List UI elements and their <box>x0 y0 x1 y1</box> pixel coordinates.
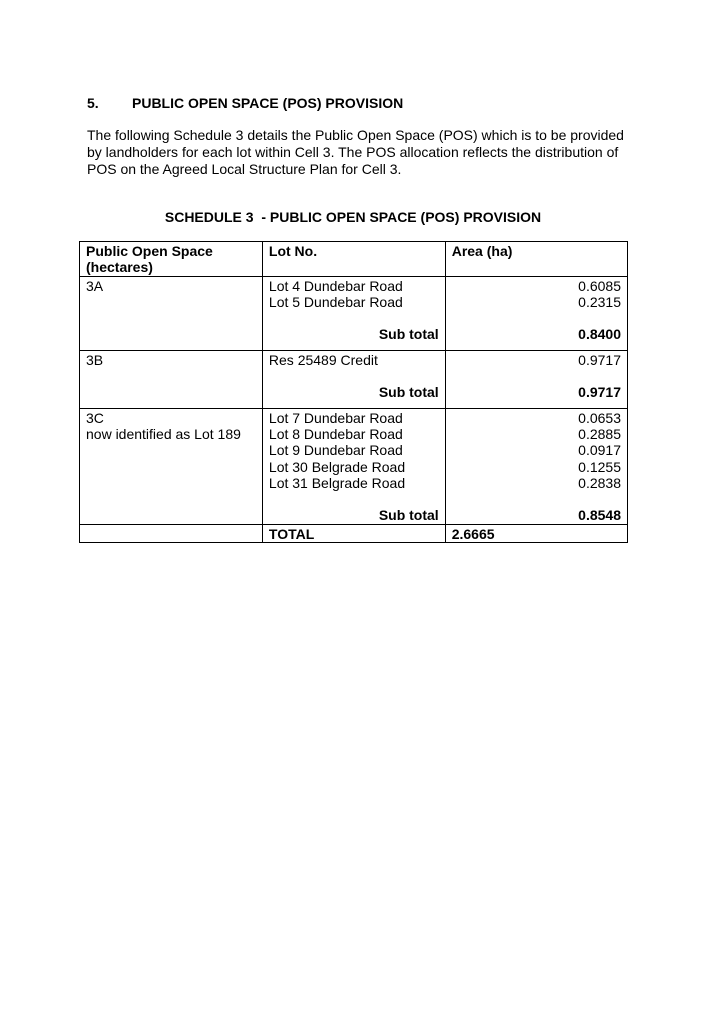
pos-id: 3B <box>86 351 104 368</box>
area-value: 0.0653 <box>578 409 621 426</box>
subtotal-label: Sub total <box>378 326 439 343</box>
total-row <box>80 524 628 542</box>
area-value: 0.2315 <box>578 293 621 310</box>
intro-line: POS on the Agreed Local Structure Plan for Cell 3. <box>87 161 402 177</box>
area-cell <box>445 276 627 350</box>
header-pos-line2: (hectares) <box>86 259 153 276</box>
header-pos <box>80 242 263 277</box>
section-number: 5. <box>87 95 99 111</box>
area-value: 0.0917 <box>578 442 621 459</box>
area-value: 0.2885 <box>578 425 621 442</box>
total-empty-cell <box>80 524 263 542</box>
schedule-title: SCHEDULE 3 - PUBLIC OPEN SPACE (POS) PROVISION <box>164 209 542 225</box>
area-value: 0.9717 <box>578 351 621 368</box>
lot-name: Lot 5 Dundebar Road <box>268 293 403 310</box>
lot-cell <box>262 350 445 408</box>
area-cell <box>445 350 627 408</box>
section-heading <box>87 95 403 111</box>
lot-cell <box>262 408 445 524</box>
intro-line: The following Schedule 3 details the Public Open Space (POS) which is to be provided <box>87 127 624 143</box>
lot-name: Res 25489 Credit <box>268 351 378 368</box>
header-pos-line1: Public Open Space <box>86 243 213 259</box>
total-label: TOTAL <box>262 524 445 542</box>
lot-name: Lot 7 Dundebar Road <box>268 409 403 426</box>
pos-note: now identified as Lot 189 <box>86 425 241 442</box>
intro-paragraph <box>87 127 632 178</box>
header-area: Area (ha) <box>445 242 627 277</box>
table-header-row <box>80 242 628 277</box>
lot-cell <box>262 276 445 350</box>
subtotal-value: 0.8400 <box>578 326 621 343</box>
lot-name: Lot 31 Belgrade Road <box>268 474 406 491</box>
subtotal-value: 0.8548 <box>578 507 621 524</box>
total-value: 2.6665 <box>445 524 627 542</box>
table-row <box>80 276 628 350</box>
header-lot: Lot No. <box>262 242 445 277</box>
intro-line: by landholders for each lot within Cell 3. The POS allocation reflects the distribution of <box>87 144 619 160</box>
subtotal-value: 0.9717 <box>578 384 621 401</box>
area-value: 0.1255 <box>578 458 621 475</box>
area-cell <box>445 408 627 524</box>
area-value: 0.2838 <box>578 474 621 491</box>
subtotal-label: Sub total <box>378 507 439 524</box>
table-row <box>80 408 628 524</box>
pos-cell <box>80 276 263 350</box>
lot-name: Lot 4 Dundebar Road <box>268 277 403 294</box>
lot-name: Lot 8 Dundebar Road <box>268 425 403 442</box>
lot-name: Lot 30 Belgrade Road <box>268 458 406 475</box>
area-value: 0.6085 <box>578 277 621 294</box>
lot-name: Lot 9 Dundebar Road <box>268 442 403 459</box>
pos-cell <box>80 408 263 524</box>
section-title: PUBLIC OPEN SPACE (POS) PROVISION <box>132 95 404 111</box>
subtotal-label: Sub total <box>378 384 439 401</box>
pos-id: 3C <box>86 409 104 426</box>
pos-schedule-table <box>79 241 628 543</box>
pos-cell <box>80 350 263 408</box>
pos-id: 3A <box>86 277 104 294</box>
table-row <box>80 350 628 408</box>
